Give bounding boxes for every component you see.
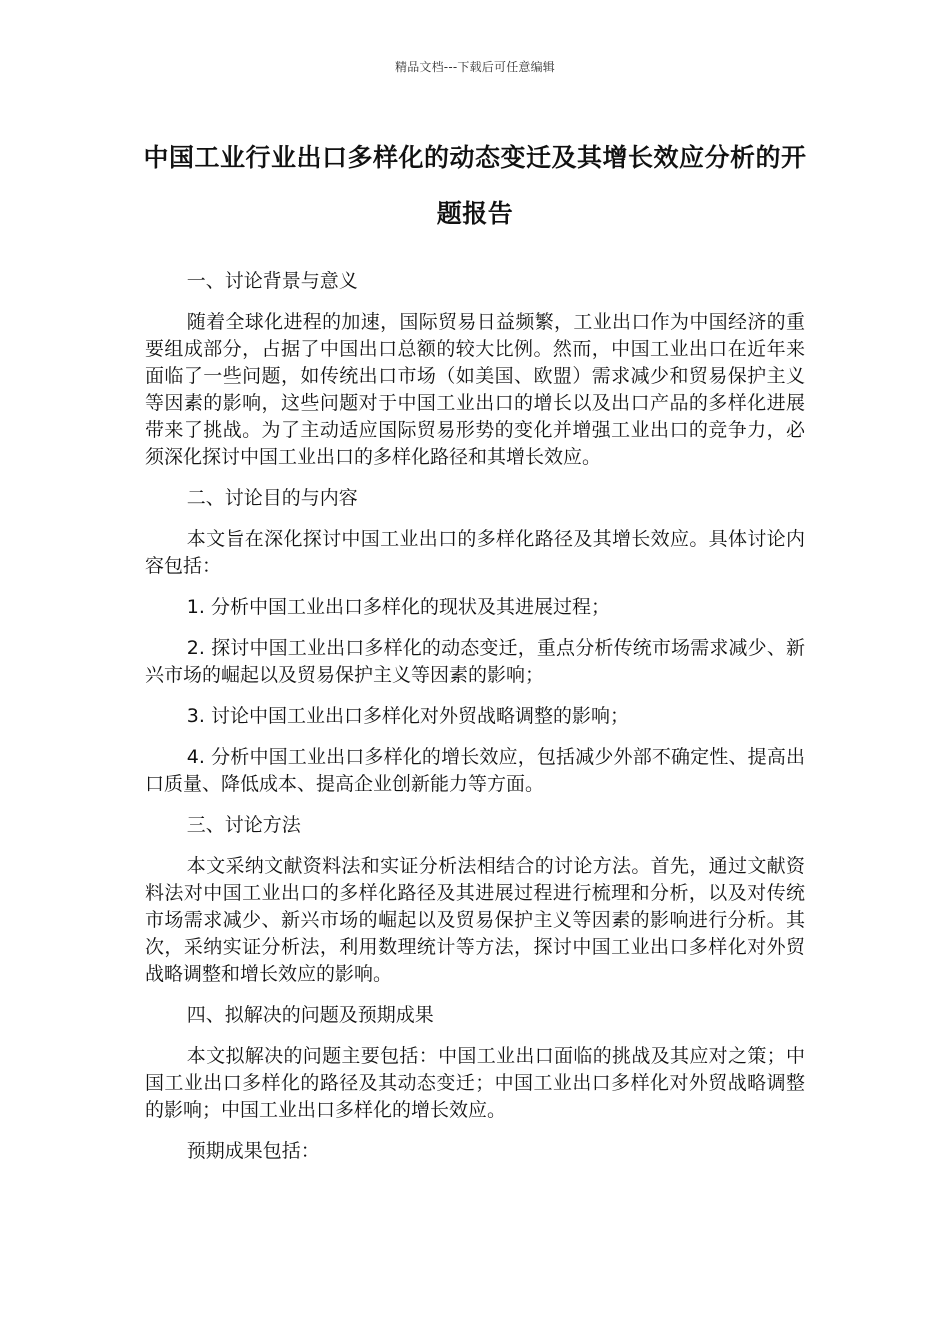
section-heading-objective: 二、讨论目的与内容: [186, 487, 358, 509]
paragraph-objective: 本文旨在深化探讨中国工业出口的多样化路径及其增长效应。具体讨论内容包括：: [145, 528, 805, 577]
header-note: 精品文档---下载后可任意编辑: [395, 60, 555, 74]
list-item: 4. 分析中国工业出口多样化的增长效应，包括减少外部不确定性、提高出口质量、降低成本、提高企业创新能力等方面。: [145, 746, 805, 795]
document-title: 中国工业行业出口多样化的动态变迁及其增长效应分析的开题报告: [143, 143, 807, 228]
section-heading-method: 三、讨论方法: [186, 814, 301, 836]
paragraph-background: 随着全球化进程的加速，国际贸易日益频繁，工业出口作为中国经济的重要组成部分，占据了中国出口总额的较大比例。然而，中国工业出口在近年来面临了一些问题，如传统出口市场（如美国、欧盟）需求减少和贸易保护主义等因素的影响，这些问题对于中国工业出口的增长以及出口产品的多样化进展带来了挑战。为了主动适应国际贸易形势的变化并增强工业出口的竞争力，必须深化探讨中国工业出口的多样化路径和其增长效应。: [145, 311, 805, 468]
expected-results-label: 预期成果包括：: [186, 1140, 320, 1162]
paragraph-problems: 本文拟解决的问题主要包括：中国工业出口面临的挑战及其应对之策；中国工业出口多样化的路径及其动态变迁；中国工业出口多样化对外贸战略调整的影响；中国工业出口多样化的增长效应。: [145, 1045, 805, 1121]
list-item: 2. 探讨中国工业出口多样化的动态变迁，重点分析传统市场需求减少、新兴市场的崛起以及贸易保护主义等因素的影响；: [145, 637, 805, 686]
section-heading-problems: 四、拟解决的问题及预期成果: [186, 1004, 434, 1026]
list-item: 1. 分析中国工业出口多样化的现状及其进展过程；: [186, 596, 610, 618]
list-item: 3. 讨论中国工业出口多样化对外贸战略调整的影响；: [186, 705, 629, 727]
document-body: [145, 268, 805, 1179]
paragraph-method: 本文采纳文献资料法和实证分析法相结合的讨论方法。首先，通过文献资料法对中国工业出口的多样化路径及其进展过程进行梳理和分析，以及对传统市场需求减少、新兴市场的崛起以及贸易保护主义等因素的影响进行分析。其次，采纳实证分析法，利用数理统计等方法，探讨中国工业出口多样化对外贸战略调整和增长效应的影响。: [145, 855, 805, 985]
section-heading-background: 一、讨论背景与意义: [186, 270, 358, 292]
